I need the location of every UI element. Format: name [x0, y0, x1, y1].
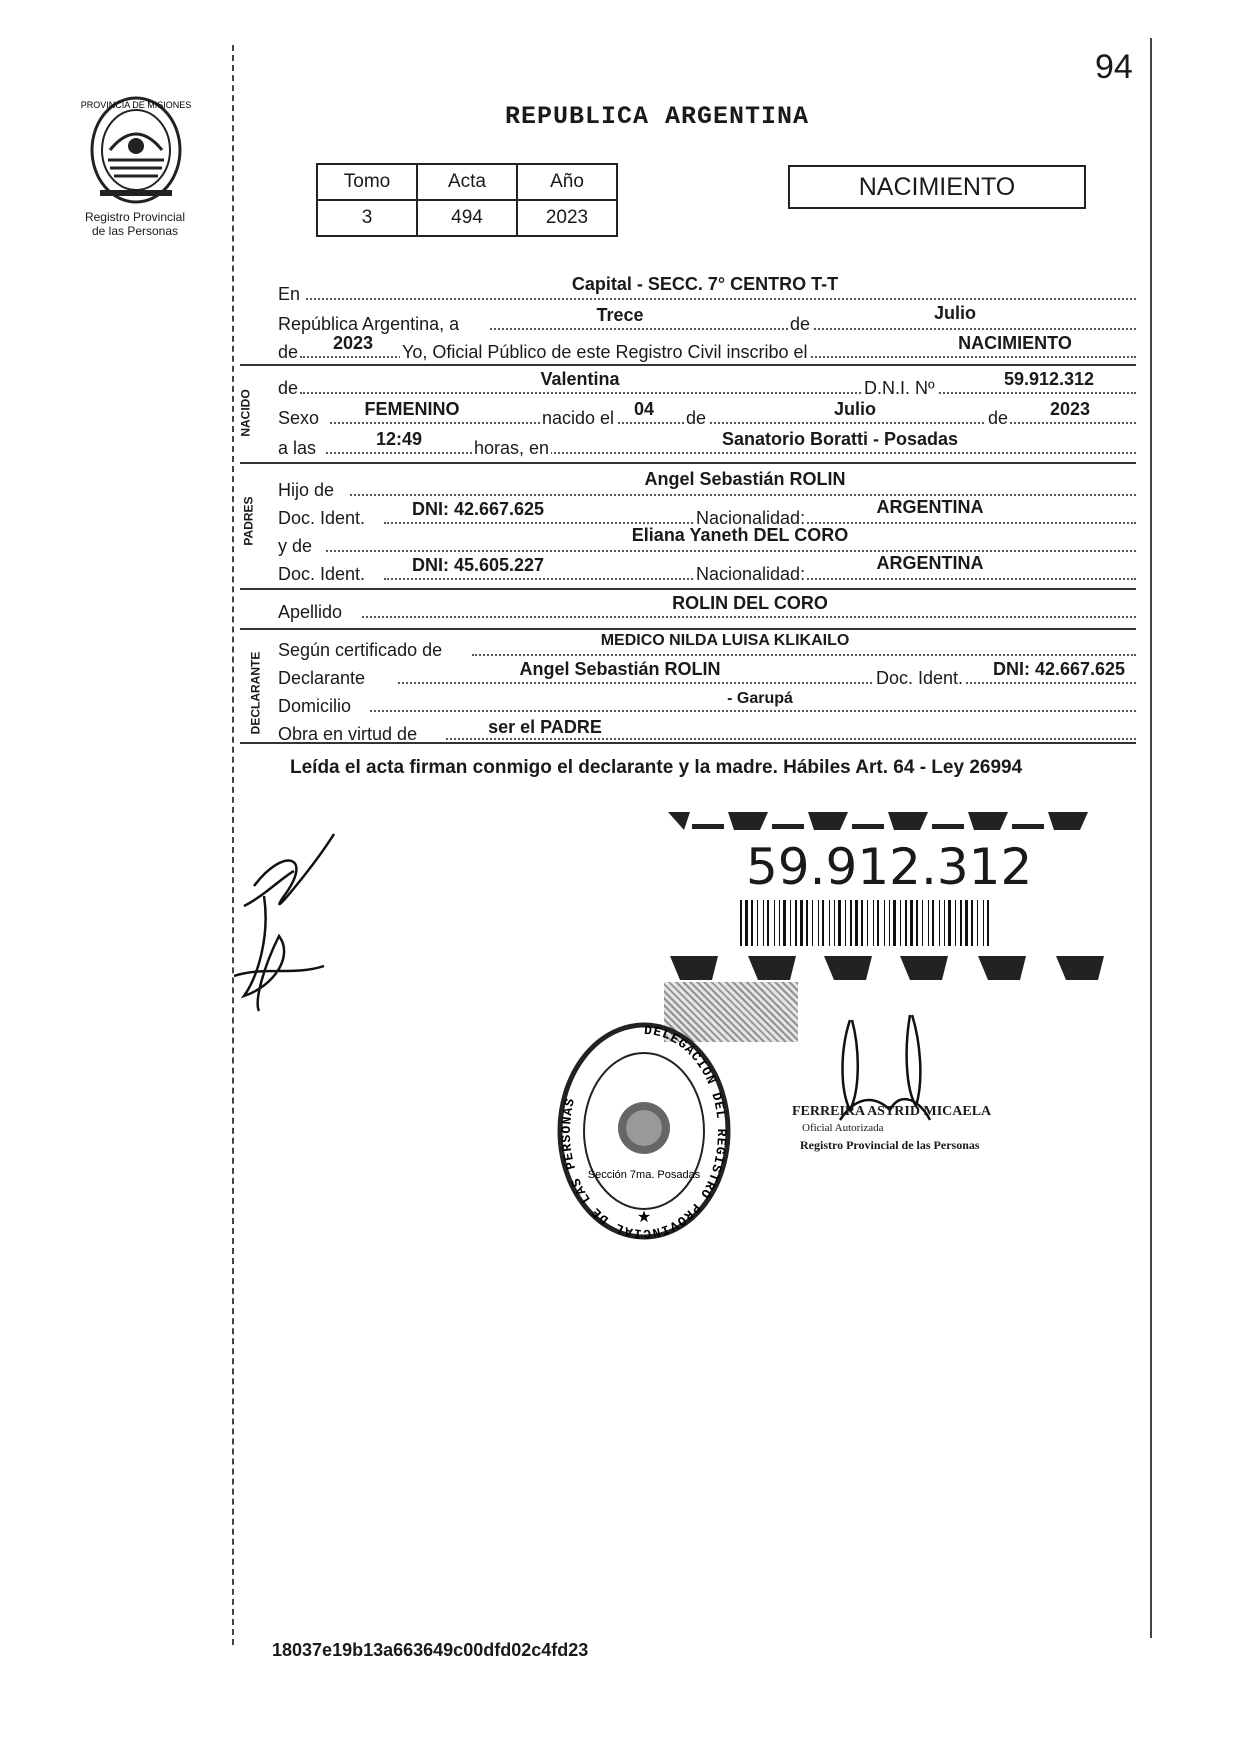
barcode-bar: [905, 900, 907, 946]
barcode-bar: [740, 900, 742, 946]
barcode-bar: [845, 900, 846, 946]
value-nombre: Valentina: [540, 369, 620, 389]
page-number: 94: [1095, 48, 1133, 86]
value-dni: 59.912.312: [1003, 369, 1095, 389]
svg-text:Sección 7ma. Posadas: Sección 7ma. Posadas: [587, 1169, 701, 1181]
separator-5: [240, 742, 1136, 744]
barcode-bar: [960, 900, 962, 946]
tomo-value: 3: [317, 200, 417, 236]
label-hijo-de: Hijo de: [278, 480, 335, 500]
value-lugar: Capital - SECC. 7° CENTRO T-T: [571, 274, 839, 294]
svg-text:★: ★: [636, 1209, 652, 1226]
barcode-bar: [818, 900, 819, 946]
barcode-bar: [822, 900, 824, 946]
label-dni: D.N.I. Nº: [864, 378, 935, 398]
record-table-values: [317, 200, 617, 236]
barcode-bar: [855, 900, 858, 946]
value-hora: 12:49: [375, 429, 423, 449]
label-doc-ident-2: Doc. Ident.: [278, 564, 366, 584]
barcode-bar: [800, 900, 803, 946]
barcode-bar: [893, 900, 896, 946]
value-apellido: ROLIN DEL CORO: [672, 593, 828, 613]
svg-text:PROVINCIA DE MISIONES: PROVINCIA DE MISIONES: [80, 100, 192, 110]
label-yo: Yo, Oficial Público de este Registro Civil inscribo el: [402, 342, 808, 362]
side-label-nacido: NACIDO: [238, 389, 253, 437]
logo-caption-line2: de las Personas: [91, 224, 179, 238]
officer-name: FERREIRA ASTRID MICAELA: [792, 1104, 992, 1119]
value-domicilio: - Garupá: [727, 690, 793, 707]
dni-sticker-top-pattern: [668, 808, 1108, 834]
svg-text:DELEGACION DEL REGISTRO PROVIN: DELEGACION DEL REGISTRO PROVINCIAL DE LAS PERSONAS: [558, 1022, 729, 1242]
barcode-bar: [790, 900, 791, 946]
barcode-bar: [884, 900, 885, 946]
closing-note: Leída el acta firman conmigo el declarante y la madre. Hábiles Art. 64 - Ley 26994: [290, 757, 1023, 778]
barcode-bar: [850, 900, 852, 946]
barcode-bar: [955, 900, 956, 946]
barcode-bar: [944, 900, 945, 946]
barcode-bar: [861, 900, 863, 946]
barcode-bar: [965, 900, 968, 946]
label-declarante: Declarante: [278, 668, 366, 688]
separator-2: [240, 462, 1136, 464]
barcode-bar: [922, 900, 923, 946]
separator-1: [240, 364, 1136, 366]
label-apellido: Apellido: [278, 602, 343, 622]
dots-row15: [446, 738, 1136, 740]
barcode-bar: [745, 900, 748, 946]
record-table-header: [317, 164, 617, 200]
barcode-bar: [763, 900, 764, 946]
label-doc-ident-1: Doc. Ident.: [278, 508, 366, 528]
label-de2: de: [278, 342, 299, 362]
value-declarante: Angel Sebastián ROLIN: [519, 659, 721, 679]
barcode-bar: [977, 900, 978, 946]
document-hash: 18037e19b13a663649c00dfd02c4fd23: [272, 1640, 589, 1660]
barcode-bar: [774, 900, 775, 946]
value-dia-nac: 04: [633, 399, 655, 419]
officer-signature: [820, 1010, 970, 1140]
dots-row13: [398, 682, 1136, 684]
dots-row7: [350, 494, 1136, 496]
dots-row11: [362, 616, 1136, 618]
officer-role: Oficial Autorizada: [802, 1122, 884, 1134]
barcode-bar: [795, 900, 797, 946]
label-nacionalidad-2: Nacionalidad:: [696, 564, 806, 584]
barcode-bar: [939, 900, 940, 946]
label-de3: de: [278, 378, 299, 398]
label-segun: Según certificado de: [278, 640, 443, 660]
dots-row14: [370, 710, 1136, 712]
value-sexo: FEMENINO: [364, 399, 460, 419]
value-declarante-doc: DNI: 42.667.625: [992, 659, 1126, 679]
dots-row5: [330, 422, 1136, 424]
label-obra: Obra en virtud de: [278, 724, 418, 744]
province-shield-logo: [80, 88, 192, 208]
acta-header: Acta: [417, 164, 517, 200]
dots-row6: [326, 452, 1136, 454]
record-table: [316, 163, 618, 237]
barcode-bar: [751, 900, 753, 946]
label-y-de: y de: [278, 536, 313, 556]
officer-registry: Registro Provincial de las Personas: [800, 1138, 980, 1152]
barcode-bar: [932, 900, 934, 946]
dots-row1: [306, 298, 1136, 300]
label-en: En: [278, 284, 301, 304]
value-tipo: NACIMIENTO: [958, 333, 1072, 353]
label-a-las: a las: [278, 438, 317, 458]
value-mes-nac: Julio: [833, 399, 876, 419]
label-nacido-el: nacido el: [542, 408, 615, 428]
value-madre: Eliana Yaneth DEL CORO: [631, 525, 849, 545]
record-type-box: NACIMIENTO: [788, 165, 1086, 209]
value-padre: Angel Sebastián ROLIN: [644, 469, 846, 489]
barcode-bar: [829, 900, 830, 946]
value-padre-nac: ARGENTINA: [876, 497, 984, 517]
dots-row12: [472, 654, 1136, 656]
barcode-bar: [889, 900, 890, 946]
barcode-bar: [948, 900, 951, 946]
barcode-bar: [812, 900, 813, 946]
barcode-bar: [910, 900, 913, 946]
value-lugar-nac: Sanatorio Boratti - Posadas: [721, 429, 959, 449]
dni-sticker-bottom-pattern: [668, 952, 1108, 986]
barcode-bar: [779, 900, 780, 946]
value-anio: 2023: [332, 333, 374, 353]
barcode-bar: [783, 900, 786, 946]
declarant-signature: [224, 826, 354, 1016]
dots-row2: [490, 328, 1136, 330]
barcode-bar: [983, 900, 984, 946]
document-title: REPUBLICA ARGENTINA: [505, 102, 810, 131]
label-de1: de: [790, 314, 811, 334]
label-horas-en: horas, en: [474, 438, 550, 458]
side-label-padres: PADRES: [241, 496, 256, 546]
dni-sticker-number: 59.912.312: [746, 838, 1033, 896]
value-obra: ser el PADRE: [488, 717, 602, 737]
label-nacionalidad-1: Nacionalidad:: [696, 508, 806, 528]
anio-value: 2023: [517, 200, 617, 236]
value-padre-doc: DNI: 42.667.625: [411, 499, 545, 519]
barcode-bar: [971, 900, 973, 946]
side-label-declarante: DECLARANTE: [248, 651, 263, 735]
right-margin-line: [1150, 38, 1152, 1638]
value-certificado: MEDICO NILDA LUISA KLIKAILO: [600, 632, 850, 649]
barcode-bar: [916, 900, 918, 946]
barcode-bar: [877, 900, 879, 946]
label-domicilio: Domicilio: [278, 696, 352, 716]
barcode-bar: [928, 900, 929, 946]
label-de4: de: [686, 408, 707, 428]
barcode-bar: [834, 900, 835, 946]
barcode-bar: [767, 900, 769, 946]
value-madre-nac: ARGENTINA: [876, 553, 984, 573]
label-de5: de: [988, 408, 1009, 428]
barcode-bar: [873, 900, 874, 946]
barcode-bar: [987, 900, 989, 946]
anio-header: Año: [517, 164, 617, 200]
logo-caption-line1: Registro Provincial: [84, 210, 186, 224]
dots-row4: [300, 392, 1136, 394]
barcode-bar: [867, 900, 868, 946]
value-mes: Julio: [933, 303, 976, 323]
value-anio-nac: 2023: [1049, 399, 1091, 419]
barcode-bar: [757, 900, 758, 946]
value-madre-doc: DNI: 45.605.227: [411, 555, 545, 575]
barcode-bar: [806, 900, 808, 946]
label-doc-ident-3: Doc. Ident.: [876, 668, 964, 688]
label-sexo: Sexo: [278, 408, 320, 428]
separator-3: [240, 588, 1136, 590]
value-dia-palabra: Trece: [596, 305, 644, 325]
acta-value: 494: [417, 200, 517, 236]
barcode-bar: [838, 900, 841, 946]
barcode-bar: [900, 900, 901, 946]
label-rep-arg: República Argentina, a: [278, 314, 460, 334]
dots-row9: [326, 550, 1136, 552]
barcode: [740, 900, 996, 946]
logo-caption: [60, 210, 210, 238]
official-round-seal: [552, 1018, 736, 1244]
tomo-header: Tomo: [317, 164, 417, 200]
